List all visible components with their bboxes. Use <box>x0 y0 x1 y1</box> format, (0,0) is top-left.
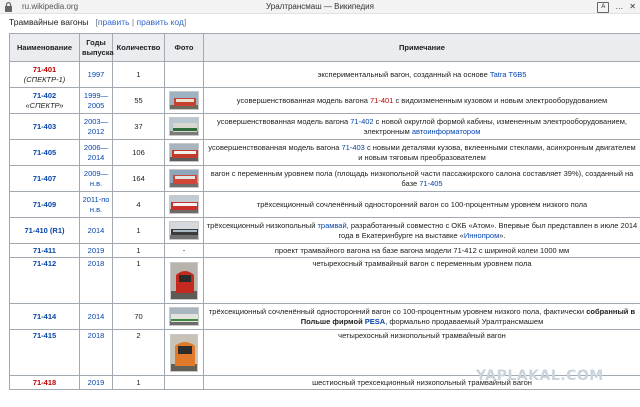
model-cell[interactable]: 71-414 <box>10 304 80 330</box>
table-row <box>10 166 640 192</box>
table-row <box>10 114 640 140</box>
table-row <box>10 218 640 244</box>
years-cell[interactable]: 2014 <box>80 218 113 244</box>
photo-cell: - <box>165 244 204 258</box>
model-cell[interactable]: 71-411 <box>10 244 80 258</box>
table-row <box>10 140 640 166</box>
note-cell: вагон с переменным уровнем пола (площадь низкопольной части пассажирского салона составляет 39%), созданный на базе 71-405 <box>204 166 640 192</box>
watermark: YAPLAKAL.COM <box>476 368 604 384</box>
years-cell[interactable]: 2018 <box>80 258 113 304</box>
note-link[interactable]: 71-402 <box>350 116 374 126</box>
header-years[interactable]: Годы выпуска <box>80 34 113 62</box>
edit-link[interactable]: править <box>97 17 130 27</box>
section-heading: Трамвайные вагоны [править | править код] <box>9 17 187 27</box>
years-cell[interactable]: 2011-по н.в. <box>80 192 113 218</box>
photo-cell <box>165 330 204 376</box>
note-link[interactable]: Иннопром <box>463 230 500 240</box>
table-row <box>10 62 640 88</box>
window-title: Уралтрансмаш — Википедия <box>266 2 374 11</box>
note-link[interactable]: PESA <box>364 316 386 326</box>
tram-photo[interactable] <box>169 143 199 162</box>
table-row <box>10 244 640 258</box>
tram-photo[interactable] <box>170 262 198 300</box>
years-cell[interactable]: 1999—2005 <box>80 88 113 114</box>
translate-icon[interactable]: A <box>597 2 609 13</box>
tram-photo[interactable] <box>169 117 199 136</box>
model-cell[interactable]: 71-412 <box>10 258 80 304</box>
note-link[interactable]: 71-405 <box>419 178 443 188</box>
note-link[interactable]: Tatra T6B5 <box>489 69 527 79</box>
menu-icon[interactable]: … <box>615 2 624 11</box>
edit-separator: | <box>131 17 135 27</box>
tram-wagons-table <box>9 33 640 390</box>
years-cell[interactable]: 2006—2014 <box>80 140 113 166</box>
note-cell: шестиосный трехсекционный низкопольный трамвайный вагон <box>204 376 640 390</box>
note-cell: усовершенствованная модель вагона 71-403 с новыми деталями кузова, вклеенными стеклами, асинхронным двигателем и новым тяговым преобразователем <box>204 140 640 166</box>
table-row <box>10 258 640 304</box>
note-cell: усовершенствованная модель вагона 71-402 с новой округлой формой кабины, измененным электрооборудованием, электронным автоинформатором <box>204 114 640 140</box>
table-row <box>10 304 640 330</box>
qty-cell: 106 <box>113 140 165 166</box>
note-cell: экспериментальный вагон, созданный на основе Tatra T6B5 <box>204 62 640 88</box>
note-cell: трёхсекционный низкопольный трамвай, разработанный совместно с ОКБ «Атом». Впервые был представлен в июле 2014 года в Екатеринбурге на выставке «Иннопром». <box>204 218 640 244</box>
close-icon[interactable]: ✕ <box>629 2 636 11</box>
tram-photo[interactable] <box>169 169 199 188</box>
photo-cell <box>165 258 204 304</box>
table-row <box>10 88 640 114</box>
years-cell[interactable]: 2009— н.в. <box>80 166 113 192</box>
note-link[interactable]: автоинформатором <box>411 126 481 136</box>
qty-cell: 1 <box>113 218 165 244</box>
tram-photo[interactable] <box>169 91 199 110</box>
note-link[interactable]: 71-403 <box>341 142 365 152</box>
lock-icon <box>4 2 13 12</box>
note-cell: трёхсекционный сочленённый односторонний вагон со 100-процентным уровнем низкого пола, фактически собранный в Польше фирмой PESA, формально продаваемый Уралтрансмашем <box>204 304 640 330</box>
tram-photo[interactable] <box>170 334 198 372</box>
qty-cell: 1 <box>113 376 165 390</box>
table-row <box>10 192 640 218</box>
note-cell: четырехосный трамвайный вагон с переменным уровнем пола <box>204 258 640 304</box>
note-link[interactable]: 71-401 <box>370 95 394 105</box>
model-cell[interactable]: 71-415 <box>10 330 80 376</box>
tram-photo[interactable] <box>169 195 199 214</box>
qty-cell: 1 <box>113 244 165 258</box>
photo-cell <box>165 140 204 166</box>
model-cell[interactable]: 71-405 <box>10 140 80 166</box>
note-cell: четырехосный низкопольный трамвайный вагон <box>204 330 640 376</box>
model-cell[interactable]: 71-403 <box>10 114 80 140</box>
years-cell[interactable]: 2018 <box>80 330 113 376</box>
model-cell[interactable]: 71-409 <box>10 192 80 218</box>
qty-cell: 2 <box>113 330 165 376</box>
model-cell[interactable]: 71-410 (R1) <box>10 218 80 244</box>
model-cell[interactable]: 71-407 <box>10 166 80 192</box>
note-cell: трёхсекционный сочленённый односторонний вагон со 100-процентным уровнем низкого пола <box>204 192 640 218</box>
model-cell[interactable]: 71-418 <box>10 376 80 390</box>
note-cell: усовершенствованная модель вагона 71-401 с видоизмененным кузовом и новым электрооборудованием <box>204 88 640 114</box>
qty-cell: 1 <box>113 258 165 304</box>
model-cell[interactable]: 71-402 «СПЕКТР» <box>10 88 80 114</box>
header-note[interactable]: Примечание <box>204 34 640 62</box>
tram-photo[interactable] <box>169 307 199 326</box>
years-cell[interactable]: 2019 <box>80 376 113 390</box>
note-link[interactable]: трамвай <box>317 220 347 230</box>
address-bar[interactable]: ru.wikipedia.org <box>22 2 79 11</box>
model-cell[interactable]: 71-401 (СПЕКТР-1) <box>10 62 80 88</box>
header-photo: Фото <box>165 34 204 62</box>
qty-cell: 4 <box>113 192 165 218</box>
photo-cell <box>165 166 204 192</box>
photo-cell <box>165 114 204 140</box>
photo-cell <box>165 62 204 88</box>
years-cell[interactable]: 2014 <box>80 304 113 330</box>
photo-cell <box>165 192 204 218</box>
tram-photo[interactable] <box>169 221 199 240</box>
qty-cell: 55 <box>113 88 165 114</box>
photo-cell <box>165 376 204 390</box>
photo-cell <box>165 88 204 114</box>
years-cell[interactable]: 1997 <box>80 62 113 88</box>
photo-cell <box>165 218 204 244</box>
header-name[interactable]: Наименование <box>10 34 80 62</box>
qty-cell: 70 <box>113 304 165 330</box>
qty-cell: 1 <box>113 62 165 88</box>
qty-cell: 37 <box>113 114 165 140</box>
table-header-row <box>10 34 640 62</box>
photo-cell <box>165 304 204 330</box>
note-cell: проект трамвайного вагона на базе вагона модели 71-412 с шириной колеи 1000 мм <box>204 244 640 258</box>
header-qty[interactable]: Количество <box>113 34 165 62</box>
qty-cell: 164 <box>113 166 165 192</box>
section-title: Трамвайные вагоны <box>9 17 89 27</box>
edit-code-link[interactable]: править код <box>136 17 184 27</box>
browser-title-bar <box>0 0 640 14</box>
years-cell[interactable]: 2003—2012 <box>80 114 113 140</box>
years-cell[interactable]: 2019 <box>80 244 113 258</box>
